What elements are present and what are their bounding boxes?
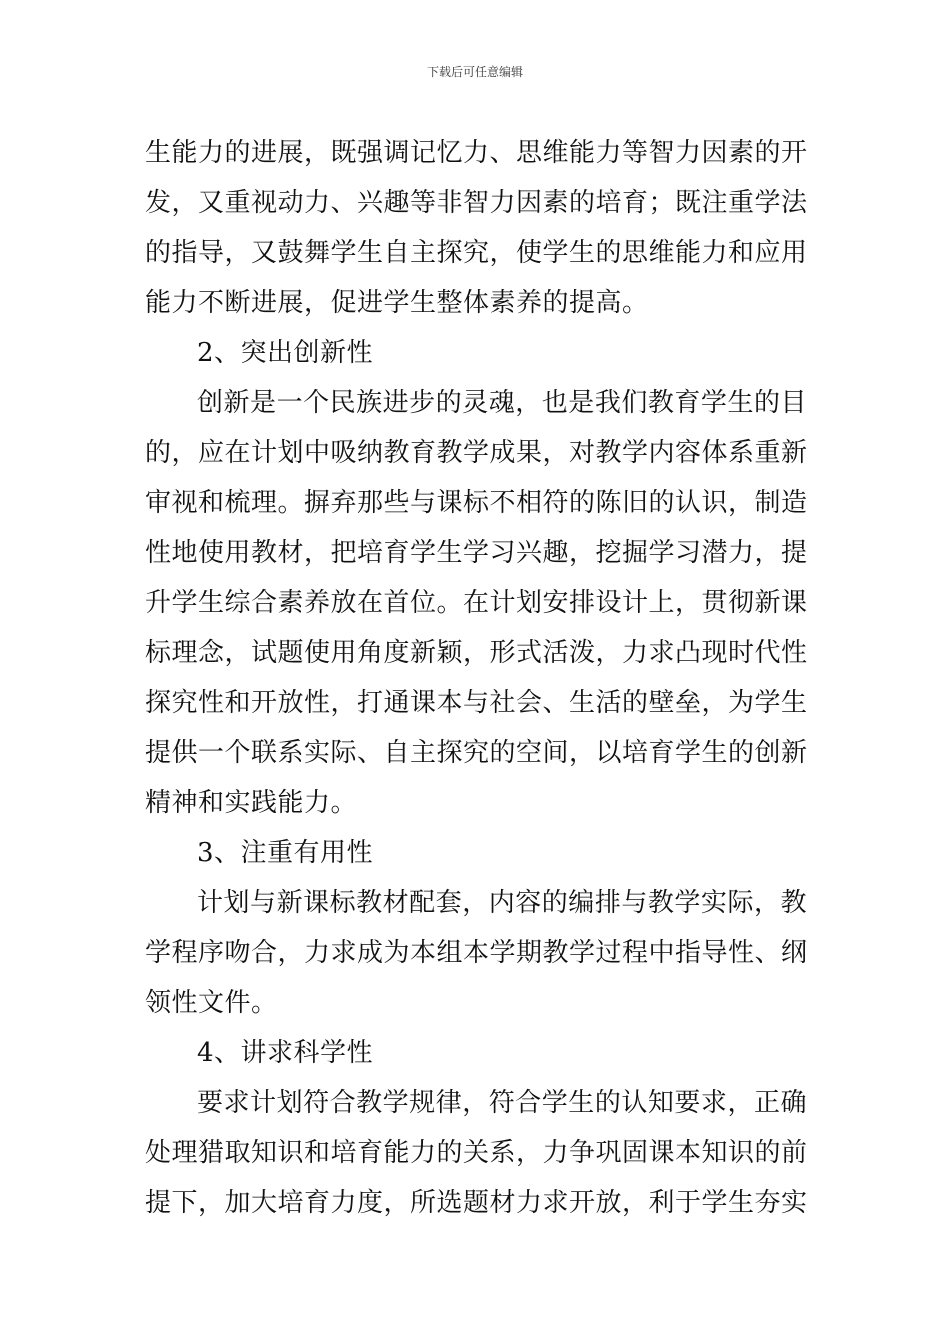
text-line: 计划与新课标教材配套，内容的编排与教学实际，教 (197, 888, 807, 918)
text-line: 的指导，又鼓舞学生自主探究，使学生的思维能力和应用 (145, 238, 808, 268)
paragraph-3 (145, 878, 807, 1028)
text-line: 要求计划符合教学规律，符合学生的认知要求，正确 (197, 1088, 807, 1118)
paragraph-4 (145, 1078, 807, 1228)
text-line: 精神和实践能力。 (145, 788, 358, 818)
text-line: 处理猎取知识和培育能力的关系，力争巩固课本知识的前 (145, 1138, 808, 1168)
text-line: 生能力的进展，既强调记忆力、思维能力等智力因素的开 (145, 138, 808, 168)
text-line: 领性文件。 (145, 988, 278, 1018)
section-heading-2: 2、突出创新性 (197, 338, 374, 368)
document-body (145, 128, 807, 1228)
section-heading-4: 4、讲求科学性 (197, 1038, 374, 1068)
text-line: 学程序吻合，力求成为本组本学期教学过程中指导性、纲 (145, 938, 808, 968)
page-header: 下载后可任意编辑 (426, 65, 523, 79)
text-line: 的，应在计划中吸纳教育教学成果，对教学内容体系重新 (145, 438, 808, 468)
section-heading-3: 3、注重有用性 (197, 838, 374, 868)
paragraph-2 (145, 378, 807, 828)
text-line: 性地使用教材，把培育学生学习兴趣，挖掘学习潜力，提 (145, 538, 808, 568)
text-line: 探究性和开放性，打通课本与社会、生活的壁垒，为学生 (145, 688, 808, 718)
text-line: 提下，加大培育力度，所选题材力求开放，利于学生夯实 (145, 1188, 808, 1218)
paragraph-1 (145, 128, 807, 328)
text-line: 提供一个联系实际、自主探究的空间，以培育学生的创新 (145, 738, 808, 768)
text-line: 升学生综合素养放在首位。在计划安排设计上，贯彻新课 (145, 588, 808, 618)
text-line: 标理念，试题使用角度新颖，形式活泼，力求凸现时代性 (145, 638, 808, 668)
text-line: 发，又重视动力、兴趣等非智力因素的培育；既注重学法 (145, 188, 808, 218)
text-line: 能力不断进展，促进学生整体素养的提高。 (145, 288, 649, 318)
text-line: 创新是一个民族进步的灵魂，也是我们教育学生的目 (197, 388, 807, 418)
text-line: 审视和梳理。摒弃那些与课标不相符的陈旧的认识，制造 (145, 488, 808, 518)
